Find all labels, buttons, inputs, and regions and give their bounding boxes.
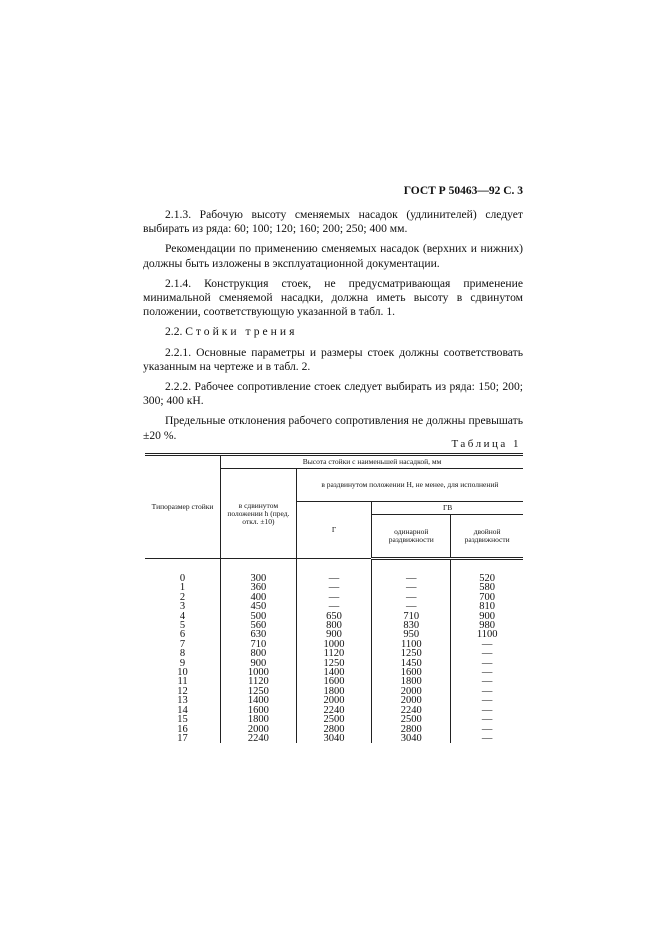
section-heading <box>143 325 523 339</box>
table-cell: 300 <box>221 559 297 584</box>
table-cell: 1250 <box>221 687 297 696</box>
table-cell: 1000 <box>296 640 372 649</box>
table-cell: 5 <box>179 620 186 632</box>
table-cell: 2240 <box>296 706 372 715</box>
table-cell: 830 <box>372 621 451 630</box>
table-cell: 2240 <box>372 706 451 715</box>
paragraph: 2.1.3. Рабочую высоту сменяемых насадок (удлинителей) следует выбирать из ряда: 60; 100; 120; 160; 200; 250; 400 мм. <box>143 208 523 236</box>
table-cell: 500 <box>221 612 297 621</box>
table-cell: 1600 <box>372 668 451 677</box>
table-cell: — <box>451 640 523 649</box>
table-cell: 3040 <box>296 734 372 743</box>
table-cell: — <box>451 687 523 696</box>
table-cell: — <box>451 649 523 658</box>
table-cell: 1600 <box>296 677 372 686</box>
table-cell: 400 <box>221 593 297 602</box>
header-height: Высота стойки с наименьшей насадкой, мм <box>221 455 523 469</box>
table-cell: 710 <box>221 640 297 649</box>
table-cell: 1 <box>179 582 186 594</box>
table-cell: 1250 <box>296 659 372 668</box>
table-cell: 800 <box>296 621 372 630</box>
table-cell: 1120 <box>221 677 297 686</box>
table-cell: — <box>296 583 372 592</box>
data-table <box>145 453 523 743</box>
table-cell: 650 <box>296 612 372 621</box>
header-double: двойной раздвижности <box>451 515 523 559</box>
table-cell: 950 <box>372 630 451 639</box>
table-cell: 14 <box>177 704 188 716</box>
table-cell: 900 <box>221 659 297 668</box>
table-cell: — <box>296 593 372 602</box>
table-cell: — <box>451 706 523 715</box>
table-cell: 1800 <box>221 715 297 724</box>
table-cell: — <box>451 668 523 677</box>
table-cell: 17 <box>177 732 188 744</box>
table-cell: 900 <box>451 612 523 621</box>
table-cell: 12 <box>177 685 188 697</box>
table-cell: 6 <box>179 629 186 641</box>
table-cell: 360 <box>221 583 297 592</box>
table-cell: 800 <box>221 649 297 658</box>
table-cell: 10 <box>177 667 188 679</box>
table-cell: 13 <box>177 695 188 707</box>
table-cell: — <box>372 583 451 592</box>
table-cell: 1450 <box>372 659 451 668</box>
table-cell: — <box>296 559 372 584</box>
table-cell: — <box>451 677 523 686</box>
section-number: 2.2. <box>165 325 183 339</box>
table-cell: 900 <box>296 630 372 639</box>
table-cell: 2000 <box>296 696 372 705</box>
table-cell: 1250 <box>372 649 451 658</box>
paragraph: 2.2.2. Рабочее сопротивление стоек следует выбирать из ряда: 150; 200; 300; 400 кН. <box>143 380 523 408</box>
table-cell: 1120 <box>296 649 372 658</box>
table-cell: 1100 <box>451 630 523 639</box>
table-cell: 2000 <box>372 687 451 696</box>
table-row <box>145 559 523 584</box>
table-cell: 1800 <box>372 677 451 686</box>
table-cell: 16 <box>177 723 188 735</box>
table-cell: 2500 <box>372 715 451 724</box>
header-single: одинарной раздвижности <box>372 515 451 559</box>
table-cell: 3 <box>179 601 186 613</box>
table-cell: 4 <box>179 610 186 622</box>
table-cell: 700 <box>451 593 523 602</box>
paragraph: Предельные отклонения рабочего сопротивления не должны превышать ±20 %. <box>143 414 523 442</box>
table-cell: 630 <box>221 630 297 639</box>
table-cell: 1100 <box>372 640 451 649</box>
header-size: Типоразмер стойки <box>145 455 221 559</box>
table-cell: 580 <box>451 583 523 592</box>
table-cell: 2000 <box>372 696 451 705</box>
table-cell: — <box>451 734 523 743</box>
section-title: Стойки трения <box>185 325 298 339</box>
table-cell: 710 <box>372 612 451 621</box>
table-cell: 450 <box>221 602 297 611</box>
table-cell: 2000 <box>221 725 297 734</box>
table-cell: 980 <box>451 621 523 630</box>
header-closed: в сдвинутом положении h (пред. откл. ±10) <box>221 469 297 559</box>
table-cell: 11 <box>177 676 188 688</box>
table-cell: — <box>451 659 523 668</box>
table-cell: 1600 <box>221 706 297 715</box>
table-cell: 810 <box>451 602 523 611</box>
paragraph: 2.2.1. Основные параметры и размеры стоек должны соответствовать указанным на чертеже и в табл. 2. <box>143 345 523 373</box>
table-cell: 2 <box>179 591 186 603</box>
table-cell: 1000 <box>221 668 297 677</box>
table-cell: 1800 <box>296 687 372 696</box>
table-cell: — <box>451 696 523 705</box>
paragraph: Рекомендации по применению сменяемых насадок (верхних и нижних) должны быть изложены в эксплуатационной документации. <box>143 242 523 270</box>
table-cell: — <box>451 725 523 734</box>
table-row <box>145 734 523 743</box>
table-cell: 2500 <box>296 715 372 724</box>
body-text <box>143 208 523 449</box>
table-cell: 560 <box>221 621 297 630</box>
table-cell: 9 <box>179 657 186 669</box>
table-cell: 2800 <box>296 725 372 734</box>
table-cell: — <box>372 593 451 602</box>
table-cell: 3040 <box>372 734 451 743</box>
table-cell: — <box>296 602 372 611</box>
table-cell: — <box>451 715 523 724</box>
table-cell: 2240 <box>221 734 297 743</box>
header-gv: ГВ <box>372 502 523 515</box>
table-cell: 8 <box>179 648 186 660</box>
table-cell: 7 <box>179 638 186 650</box>
table-cell: 2800 <box>372 725 451 734</box>
table-cell: 1400 <box>221 696 297 705</box>
paragraph: 2.1.4. Конструкция стоек, не предусматривающая применение минимальной сменяемой насадки, должна иметь высоту в сдвинутом положении, соответствующую указанной в табл. 1. <box>143 276 523 319</box>
table-cell: 0 <box>179 572 186 584</box>
header-open: в раздвинутом положении H, не менее, для исполнений <box>296 469 523 502</box>
header-g: Г <box>296 502 372 559</box>
page-header: ГОСТ Р 50463—92 С. 3 <box>403 185 523 197</box>
table-cell: 1400 <box>296 668 372 677</box>
table-cell: — <box>372 602 451 611</box>
table-cell: — <box>372 559 451 584</box>
table-cell: 15 <box>177 714 188 726</box>
table-cell: 520 <box>451 559 523 584</box>
table-caption: Таблица 1 <box>451 438 521 450</box>
